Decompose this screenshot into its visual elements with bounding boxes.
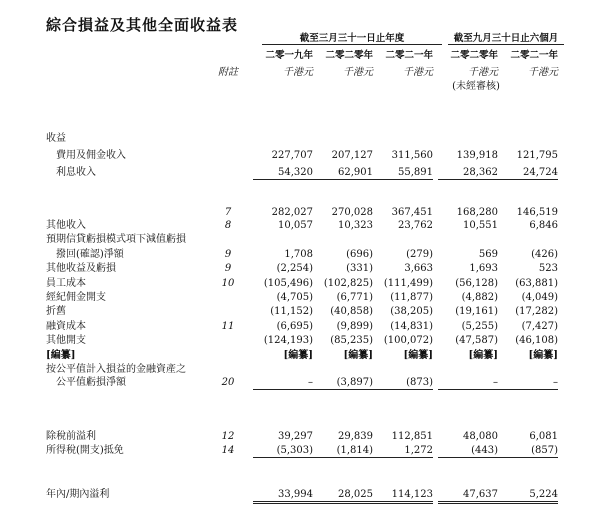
- value-cell: [編纂]: [343, 350, 373, 361]
- value-cell: (696): [346, 249, 373, 260]
- value-cell: (4,705): [276, 292, 313, 303]
- value-cell: [編纂]: [283, 350, 313, 361]
- row-label: 折舊: [46, 306, 66, 317]
- row-label: 融資成本: [46, 321, 86, 332]
- table-row: [0, 320, 589, 333]
- unit-label: 千港元: [468, 67, 498, 78]
- table-row: [0, 430, 589, 443]
- value-cell: 54,320: [253, 166, 313, 180]
- row-label: 撥回(確認)淨額: [56, 249, 124, 260]
- value-cell: 23,762: [398, 220, 433, 231]
- value-cell: (46,108): [515, 335, 558, 346]
- value-cell: (1,814): [313, 444, 373, 458]
- row-label: 其他開支: [46, 335, 86, 346]
- year-header: 二零一九年: [265, 50, 313, 61]
- table-row: [0, 166, 589, 179]
- value-cell: (443): [438, 444, 498, 458]
- value-cell: 139,918: [456, 150, 498, 161]
- table-row: [0, 349, 589, 362]
- row-label: 員工成本: [46, 278, 86, 289]
- row-note: 7: [224, 207, 232, 218]
- value-cell: 311,560: [391, 150, 433, 161]
- value-cell: 146,519: [516, 207, 558, 218]
- value-cell: (124,193): [263, 335, 313, 346]
- value-cell: (4,049): [521, 292, 558, 303]
- value-cell: 6,081: [529, 431, 558, 442]
- row-label: 所得稅(開支)抵免: [46, 445, 124, 456]
- value-cell: 112,851: [391, 431, 433, 442]
- value-cell: (11,152): [270, 306, 313, 317]
- value-cell: (63,881): [515, 278, 558, 289]
- value-cell: 1,272: [373, 444, 433, 458]
- value-cell: 33,994: [253, 488, 313, 504]
- value-cell: (11,877): [390, 292, 433, 303]
- row-label: 年內/期內溢利: [46, 489, 110, 500]
- row-note: 9: [224, 263, 232, 274]
- value-cell: (38,205): [390, 306, 433, 317]
- value-cell: 168,280: [456, 207, 498, 218]
- row-label: 除稅前溢利: [46, 431, 96, 442]
- value-cell: 47,637: [438, 488, 498, 504]
- value-cell: 523: [538, 263, 558, 274]
- table-row: [0, 277, 589, 290]
- row-label: 利息收入: [56, 167, 96, 178]
- value-cell: (331): [346, 263, 373, 274]
- value-cell: –: [498, 376, 558, 390]
- value-cell: (873): [373, 376, 433, 390]
- table-row: [0, 248, 589, 261]
- row-label: 按公平值計入損益的金融資產之: [46, 364, 186, 375]
- value-cell: (19,161): [455, 306, 498, 317]
- table-row: [0, 206, 589, 219]
- row-label: 經紀佣金開支: [46, 292, 106, 303]
- unit-label: 千港元: [283, 67, 313, 78]
- table-row: [0, 305, 589, 318]
- value-cell: (40,858): [330, 306, 373, 317]
- row-note: 14: [221, 445, 235, 456]
- value-cell: (56,128): [455, 278, 498, 289]
- value-cell: 1,693: [469, 263, 498, 274]
- value-cell: (5,255): [461, 321, 498, 332]
- statement-title: 綜合損益及其他全面收益表: [46, 16, 239, 34]
- year-header: 二零二零年: [450, 50, 498, 61]
- value-cell: 10,057: [278, 220, 313, 231]
- table-row: [0, 233, 589, 246]
- value-cell: (6,771): [336, 292, 373, 303]
- unit-label: 千港元: [403, 67, 433, 78]
- value-cell: 5,224: [498, 488, 558, 504]
- row-note: 10: [221, 278, 235, 289]
- year-header: 二零二零年: [325, 50, 373, 61]
- table-row: [0, 219, 589, 232]
- note-column-header: 附註: [218, 67, 238, 78]
- table-row: [0, 444, 589, 457]
- year-header: 二零二一年: [385, 50, 433, 61]
- value-cell: 10,323: [338, 220, 373, 231]
- unit-label: 千港元: [343, 67, 373, 78]
- value-cell: (279): [406, 249, 433, 260]
- value-cell: 121,795: [516, 150, 558, 161]
- value-cell: 6,846: [529, 220, 558, 231]
- row-label: 其他收益及虧損: [46, 263, 116, 274]
- group-header-annual: 截至三月三十一日止年度: [299, 33, 405, 44]
- value-cell: (2,254): [276, 263, 313, 274]
- table-row: [0, 363, 589, 376]
- unit-label: 千港元: [528, 67, 558, 78]
- row-label: 費用及佣金收入: [56, 150, 126, 161]
- value-cell: 39,297: [278, 431, 313, 442]
- group-underline-interim: [448, 44, 564, 45]
- value-cell: (6,695): [276, 321, 313, 332]
- table-row: [0, 149, 589, 162]
- row-note: 8: [224, 220, 232, 231]
- row-label: 預期信貸虧損模式項下減值虧損: [46, 234, 186, 245]
- value-cell: (3,897): [313, 376, 373, 390]
- group-header-interim: 截至九月三十日止六個月: [453, 33, 559, 44]
- row-note: 9: [224, 249, 232, 260]
- table-row: [0, 488, 589, 501]
- value-cell: 62,901: [313, 166, 373, 180]
- value-cell: (102,825): [323, 278, 373, 289]
- table-row: [0, 376, 589, 389]
- value-cell: 55,891: [373, 166, 433, 180]
- value-cell: 3,663: [404, 263, 433, 274]
- row-label: 公平值虧損淨額: [56, 377, 126, 388]
- value-cell: 28,025: [313, 488, 373, 504]
- value-cell: 24,724: [498, 166, 558, 180]
- row-label: [編纂]: [46, 350, 76, 361]
- group-underline-annual: [262, 44, 442, 45]
- row-label: 收益: [46, 133, 66, 144]
- year-header: 二零二一年: [510, 50, 558, 61]
- value-cell: (17,282): [515, 306, 558, 317]
- value-cell: 1,708: [284, 249, 313, 260]
- value-cell: 270,028: [331, 207, 373, 218]
- table-row: [0, 262, 589, 275]
- value-cell: –: [438, 376, 498, 390]
- unaudited-label: (未經審核): [452, 81, 500, 92]
- value-cell: (9,899): [336, 321, 373, 332]
- value-cell: 569: [478, 249, 498, 260]
- table-row: [0, 291, 589, 304]
- value-cell: 114,123: [373, 488, 433, 504]
- row-note: 11: [221, 321, 235, 332]
- value-cell: (111,499): [383, 278, 433, 289]
- row-note: 12: [221, 431, 235, 442]
- row-label: 其他收入: [46, 220, 86, 231]
- value-cell: (100,072): [383, 335, 433, 346]
- value-cell: (105,496): [263, 278, 313, 289]
- value-cell: 48,080: [463, 431, 498, 442]
- value-cell: [編纂]: [468, 350, 498, 361]
- value-cell: (14,831): [390, 321, 433, 332]
- value-cell: 207,127: [331, 150, 373, 161]
- value-cell: (7,427): [521, 321, 558, 332]
- value-cell: 29,839: [338, 431, 373, 442]
- value-cell: [編纂]: [528, 350, 558, 361]
- value-cell: 282,027: [271, 207, 313, 218]
- table-row: [0, 132, 589, 145]
- value-cell: (5,303): [253, 444, 313, 458]
- table-row: [0, 334, 589, 347]
- value-cell: 227,707: [271, 150, 313, 161]
- value-cell: 367,451: [391, 207, 433, 218]
- row-note: 20: [221, 377, 235, 388]
- value-cell: 28,362: [438, 166, 498, 180]
- value-cell: 10,551: [463, 220, 498, 231]
- value-cell: (85,235): [330, 335, 373, 346]
- value-cell: (47,587): [455, 335, 498, 346]
- value-cell: (426): [531, 249, 558, 260]
- value-cell: [編纂]: [403, 350, 433, 361]
- value-cell: (4,882): [461, 292, 498, 303]
- value-cell: (857): [498, 444, 558, 458]
- value-cell: –: [253, 376, 313, 390]
